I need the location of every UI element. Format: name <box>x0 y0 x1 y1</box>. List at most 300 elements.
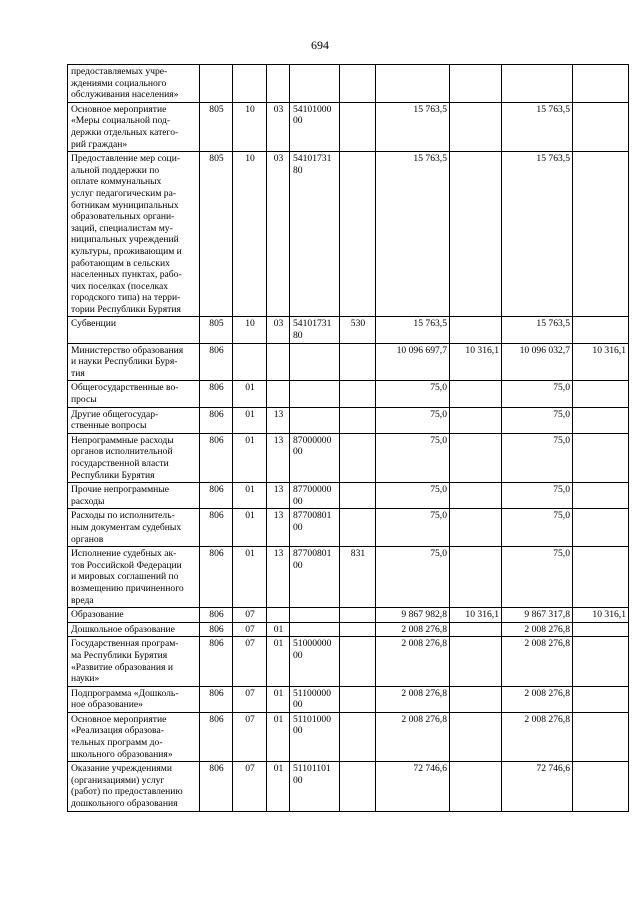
amount-total: 9 867 982,8 <box>401 609 447 621</box>
subsection-code-cell <box>267 509 290 547</box>
ministry-code-cell <box>200 686 233 712</box>
target-article-code: 87000000 00 <box>293 434 332 458</box>
section-code-cell <box>233 65 267 103</box>
row-name: Государственная програм- ма Республики Бурятия «Развитие образования и науки» <box>71 638 179 685</box>
amount-total: 10 096 697,7 <box>396 344 447 356</box>
table-row <box>68 608 629 623</box>
amount-federal-next-year: 10 316,1 <box>592 344 626 356</box>
amount-federal-next-year-cell <box>573 483 629 509</box>
target-article-code: 51000000 00 <box>293 638 332 661</box>
ministry-code-cell <box>200 622 233 637</box>
amount-total: 15 763,5 <box>413 103 447 115</box>
amount-total: 75,0 <box>430 434 447 446</box>
amount-total: 2 008 276,8 <box>401 687 447 699</box>
target-article-code: 87700000 00 <box>293 484 332 507</box>
ministry-code-cell <box>200 407 233 433</box>
expense-type-code-cell <box>340 407 376 433</box>
expense-type-code-cell <box>340 317 376 343</box>
amount-federal-next-year-cell <box>573 762 629 811</box>
table-row <box>68 483 629 509</box>
amount-total-cell <box>376 622 450 637</box>
amount-next-year: 9 867 317,8 <box>524 609 570 621</box>
amount-next-year-cell <box>502 622 573 637</box>
section-code: 07 <box>245 763 255 775</box>
amount-next-year-cell <box>502 712 573 761</box>
row-name: Дошкольное образование <box>71 623 175 635</box>
target-article-code-cell <box>290 686 340 712</box>
table-row <box>68 381 629 407</box>
amount-total-cell <box>376 152 450 317</box>
section-code: 07 <box>245 713 255 725</box>
row-name: Другие общегосудар- ственные вопросы <box>71 408 159 432</box>
table-row <box>68 65 629 103</box>
amount-total-cell <box>376 343 450 381</box>
section-code: 07 <box>245 623 255 635</box>
ministry-code: 806 <box>209 763 224 775</box>
target-article-code-cell <box>290 407 340 433</box>
amount-federal-next-year-cell <box>573 509 629 547</box>
subsection-code-cell <box>267 152 290 317</box>
expense-type-code-cell <box>340 381 376 407</box>
amount-federal-next-year: 10 316,1 <box>592 609 626 621</box>
subsection-code-cell <box>267 622 290 637</box>
amount-federal-total: 10 316,1 <box>465 609 499 621</box>
row-name-cell <box>68 407 200 433</box>
subsection-code-cell <box>267 102 290 151</box>
section-code-cell <box>233 686 267 712</box>
page-number: 694 <box>311 38 329 52</box>
ministry-code: 805 <box>209 153 224 165</box>
amount-federal-next-year-cell <box>573 65 629 103</box>
ministry-code-cell <box>200 712 233 761</box>
amount-federal-total-cell <box>450 509 502 547</box>
table-row <box>68 686 629 712</box>
table-row <box>68 712 629 761</box>
section-code: 10 <box>245 318 255 330</box>
expense-type-code-cell <box>340 712 376 761</box>
section-code: 01 <box>245 484 255 496</box>
amount-next-year-cell <box>502 762 573 811</box>
ministry-code: 805 <box>209 103 224 115</box>
row-name: Основное мероприятие «Реализация образова- тельных программ до- школьного образования» <box>71 713 173 760</box>
amount-federal-total-cell <box>450 712 502 761</box>
section-code: 01 <box>245 382 255 394</box>
amount-next-year: 2 008 276,8 <box>524 623 570 635</box>
subsection-code: 13 <box>273 484 284 496</box>
row-name: Непрограммные расходы органов исполнительной государственной власти Республики Бурятия <box>71 434 174 481</box>
subsection-code: 01 <box>273 623 284 635</box>
table-row <box>68 317 629 343</box>
target-article-code: 54101731 80 <box>293 153 332 176</box>
amount-next-year-cell <box>502 65 573 103</box>
target-article-code-cell <box>290 509 340 547</box>
subsection-code-cell <box>267 317 290 343</box>
target-article-code-cell <box>290 102 340 151</box>
subsection-code-cell <box>267 608 290 623</box>
subsection-code: 13 <box>273 548 284 560</box>
amount-total-cell <box>376 483 450 509</box>
ministry-code-cell <box>200 317 233 343</box>
row-name: предоставляемых учре- ждениями социального обслуживания населения» <box>71 66 179 101</box>
expense-type-code-cell <box>340 152 376 317</box>
amount-total-cell <box>376 433 450 482</box>
subsection-code: 01 <box>273 763 284 775</box>
row-name-cell <box>68 317 200 343</box>
amount-federal-total-cell <box>450 317 502 343</box>
section-code-cell <box>233 381 267 407</box>
ministry-code-cell <box>200 762 233 811</box>
amount-federal-total-cell <box>450 102 502 151</box>
subsection-code-cell <box>267 381 290 407</box>
ministry-code: 806 <box>209 382 224 394</box>
subsection-code: 03 <box>273 103 284 115</box>
target-article-code-cell <box>290 547 340 608</box>
amount-total: 2 008 276,8 <box>401 638 447 650</box>
amount-next-year-cell <box>502 433 573 482</box>
subsection-code-cell <box>267 407 290 433</box>
ministry-code: 806 <box>209 408 224 420</box>
amount-next-year: 2 008 276,8 <box>524 713 570 725</box>
row-name-cell <box>68 483 200 509</box>
expense-type-code-cell <box>340 547 376 608</box>
target-article-code: 87700801 00 <box>293 510 332 533</box>
ministry-code-cell <box>200 509 233 547</box>
amount-next-year: 75,0 <box>553 484 570 496</box>
expense-type-code: 530 <box>350 318 366 330</box>
table-row <box>68 547 629 608</box>
subsection-code: 13 <box>273 510 284 522</box>
amount-federal-total-cell <box>450 762 502 811</box>
ministry-code: 806 <box>209 623 224 635</box>
amount-next-year-cell <box>502 483 573 509</box>
amount-total: 75,0 <box>430 382 447 394</box>
expense-type-code: 831 <box>350 548 366 560</box>
amount-total-cell <box>376 637 450 686</box>
amount-federal-total-cell <box>450 483 502 509</box>
amount-total: 75,0 <box>430 510 447 522</box>
subsection-code: 03 <box>273 153 284 165</box>
row-name-cell <box>68 381 200 407</box>
row-name: Расходы по исполнитель- ным документам судебных органов <box>71 510 182 545</box>
target-article-code-cell <box>290 381 340 407</box>
amount-total-cell <box>376 407 450 433</box>
row-name-cell <box>68 637 200 686</box>
ministry-code-cell <box>200 433 233 482</box>
amount-total-cell <box>376 65 450 103</box>
section-code-cell <box>233 343 267 381</box>
target-article-code-cell <box>290 433 340 482</box>
amount-total: 75,0 <box>430 484 447 496</box>
amount-next-year-cell <box>502 381 573 407</box>
budget-table-body <box>68 65 629 812</box>
amount-next-year-cell <box>502 547 573 608</box>
subsection-code: 13 <box>273 408 284 420</box>
section-code-cell <box>233 433 267 482</box>
amount-federal-total-cell <box>450 407 502 433</box>
amount-federal-next-year-cell <box>573 686 629 712</box>
amount-next-year: 75,0 <box>553 382 570 394</box>
subsection-code-cell <box>267 712 290 761</box>
ministry-code: 806 <box>209 484 224 496</box>
ministry-code-cell <box>200 608 233 623</box>
ministry-code: 806 <box>209 687 224 699</box>
ministry-code-cell <box>200 483 233 509</box>
ministry-code: 806 <box>209 609 224 621</box>
target-article-code-cell <box>290 317 340 343</box>
amount-federal-next-year-cell <box>573 433 629 482</box>
amount-federal-next-year-cell <box>573 317 629 343</box>
row-name-cell <box>68 152 200 317</box>
amount-next-year: 75,0 <box>553 408 570 420</box>
amount-next-year-cell <box>502 152 573 317</box>
expense-type-code-cell <box>340 637 376 686</box>
table-row <box>68 343 629 381</box>
table-row <box>68 102 629 151</box>
expense-type-code-cell <box>340 686 376 712</box>
target-article-code: 51101101 00 <box>293 763 331 786</box>
ministry-code: 806 <box>209 713 224 725</box>
table-row <box>68 637 629 686</box>
row-name: Оказание учреждениями (организациями) услуг (работ) по предоставлению дошкольного образования <box>71 763 183 810</box>
ministry-code: 805 <box>209 318 224 330</box>
row-name-cell <box>68 433 200 482</box>
subsection-code-cell <box>267 686 290 712</box>
section-code-cell <box>233 407 267 433</box>
amount-total-cell <box>376 102 450 151</box>
amount-next-year: 75,0 <box>553 434 570 446</box>
section-code-cell <box>233 622 267 637</box>
target-article-code: 54101731 80 <box>293 318 332 342</box>
amount-total-cell <box>376 762 450 811</box>
amount-federal-next-year-cell <box>573 381 629 407</box>
expense-type-code-cell <box>340 608 376 623</box>
ministry-code: 806 <box>209 548 224 560</box>
amount-total: 75,0 <box>430 548 447 560</box>
amount-next-year-cell <box>502 637 573 686</box>
expense-type-code-cell <box>340 622 376 637</box>
amount-total-cell <box>376 608 450 623</box>
section-code-cell <box>233 547 267 608</box>
amount-next-year: 2 008 276,8 <box>524 687 570 699</box>
section-code: 01 <box>245 408 255 420</box>
section-code-cell <box>233 152 267 317</box>
ministry-code: 806 <box>209 434 224 446</box>
amount-next-year: 15 763,5 <box>536 153 570 165</box>
amount-total: 15 763,5 <box>413 153 447 165</box>
amount-total: 75,0 <box>430 408 447 420</box>
budget-table <box>67 64 629 812</box>
target-article-code-cell <box>290 152 340 317</box>
expense-type-code-cell <box>340 483 376 509</box>
target-article-code-cell <box>290 343 340 381</box>
expense-type-code-cell <box>340 343 376 381</box>
amount-next-year-cell <box>502 407 573 433</box>
amount-next-year: 72 746,6 <box>536 763 570 775</box>
amount-federal-total-cell <box>450 343 502 381</box>
subsection-code: 01 <box>273 687 284 699</box>
subsection-code-cell <box>267 637 290 686</box>
ministry-code-cell <box>200 547 233 608</box>
subsection-code-cell <box>267 483 290 509</box>
ministry-code: 806 <box>209 510 224 522</box>
section-code-cell <box>233 608 267 623</box>
amount-federal-total-cell <box>450 152 502 317</box>
amount-federal-total-cell <box>450 381 502 407</box>
row-name: Образование <box>71 609 124 621</box>
expense-type-code-cell <box>340 65 376 103</box>
row-name-cell <box>68 712 200 761</box>
ministry-code-cell <box>200 102 233 151</box>
expense-type-code-cell <box>340 433 376 482</box>
section-code: 07 <box>245 609 255 621</box>
amount-next-year: 75,0 <box>553 548 570 560</box>
row-name-cell <box>68 547 200 608</box>
amount-federal-total-cell <box>450 547 502 608</box>
ministry-code: 806 <box>209 344 224 356</box>
section-code: 01 <box>245 434 255 446</box>
amount-total: 15 763,5 <box>413 318 447 330</box>
expense-type-code-cell <box>340 509 376 547</box>
table-row <box>68 433 629 482</box>
amount-next-year: 2 008 276,8 <box>524 638 570 650</box>
amount-federal-next-year-cell <box>573 407 629 433</box>
target-article-code-cell <box>290 762 340 811</box>
row-name: Основное мероприятие «Меры социальной под- держки отдельных катего- рий граждан» <box>71 103 179 150</box>
target-article-code: 51101000 00 <box>293 713 332 737</box>
amount-federal-next-year-cell <box>573 547 629 608</box>
row-name-cell <box>68 102 200 151</box>
target-article-code-cell <box>290 712 340 761</box>
amount-federal-next-year-cell <box>573 622 629 637</box>
section-code-cell <box>233 509 267 547</box>
amount-next-year-cell <box>502 608 573 623</box>
section-code-cell <box>233 102 267 151</box>
amount-total: 2 008 276,8 <box>401 623 447 635</box>
target-article-code: 54101000 00 <box>293 103 332 127</box>
table-row <box>68 622 629 637</box>
amount-next-year: 15 763,5 <box>536 318 570 330</box>
row-name: Подпрограмма «Дошколь- ное образование» <box>71 687 179 711</box>
target-article-code-cell <box>290 637 340 686</box>
subsection-code-cell <box>267 433 290 482</box>
amount-next-year-cell <box>502 343 573 381</box>
amount-federal-next-year-cell <box>573 343 629 381</box>
subsection-code: 01 <box>273 638 284 650</box>
ministry-code-cell <box>200 65 233 103</box>
ministry-code: 806 <box>209 638 224 650</box>
target-article-code-cell <box>290 608 340 623</box>
amount-next-year-cell <box>502 686 573 712</box>
section-code-cell <box>233 317 267 343</box>
amount-total-cell <box>376 381 450 407</box>
row-name-cell <box>68 686 200 712</box>
table-row <box>68 407 629 433</box>
subsection-code-cell <box>267 762 290 811</box>
row-name-cell <box>68 65 200 103</box>
target-article-code: 87700801 00 <box>293 548 332 571</box>
target-article-code: 51100000 00 <box>293 687 332 711</box>
subsection-code-cell <box>267 343 290 381</box>
subsection-code-cell <box>267 65 290 103</box>
subsection-code: 13 <box>273 434 284 446</box>
amount-federal-next-year-cell <box>573 102 629 151</box>
section-code: 07 <box>245 638 255 650</box>
ministry-code-cell <box>200 637 233 686</box>
amount-next-year-cell <box>502 509 573 547</box>
expense-type-code-cell <box>340 762 376 811</box>
row-name: Предоставление мер соци- альной поддержки по оплате коммунальных услуг педагогическим ра- ботникам муниципальных образовательных органи- заций, специалистам му- ниципальных учреждений культуры, проживающим и работающим в сельских населенных пунктах, рабо- чих поселках (поселках городского типа) на терри- тории Республики Бурятия <box>71 153 182 315</box>
table-row <box>68 152 629 317</box>
ministry-code-cell <box>200 152 233 317</box>
amount-federal-total-cell <box>450 433 502 482</box>
amount-next-year-cell <box>502 102 573 151</box>
amount-next-year: 15 763,5 <box>536 103 570 115</box>
amount-next-year: 10 096 032,7 <box>519 344 570 356</box>
amount-federal-total-cell <box>450 608 502 623</box>
amount-total-cell <box>376 686 450 712</box>
target-article-code-cell <box>290 622 340 637</box>
section-code-cell <box>233 483 267 509</box>
amount-total-cell <box>376 712 450 761</box>
table-row <box>68 509 629 547</box>
amount-total-cell <box>376 547 450 608</box>
subsection-code: 01 <box>273 713 284 725</box>
ministry-code-cell <box>200 343 233 381</box>
section-code: 10 <box>245 103 255 115</box>
section-code: 07 <box>245 687 255 699</box>
row-name: Субвенции <box>71 318 116 330</box>
section-code: 01 <box>245 510 255 522</box>
amount-total-cell <box>376 317 450 343</box>
amount-next-year: 75,0 <box>553 510 570 522</box>
amount-federal-next-year-cell <box>573 608 629 623</box>
amount-federal-total-cell <box>450 686 502 712</box>
row-name-cell <box>68 762 200 811</box>
row-name: Общегосударственные во- просы <box>71 382 179 406</box>
subsection-code-cell <box>267 547 290 608</box>
section-code: 01 <box>245 548 255 560</box>
table-row <box>68 762 629 811</box>
row-name: Прочие непрограммные расходы <box>71 484 169 507</box>
amount-federal-next-year-cell <box>573 712 629 761</box>
section-code-cell <box>233 712 267 761</box>
amount-federal-total: 10 316,1 <box>465 344 499 356</box>
row-name-cell <box>68 509 200 547</box>
amount-total-cell <box>376 509 450 547</box>
row-name-cell <box>68 343 200 381</box>
amount-federal-total-cell <box>450 622 502 637</box>
amount-federal-next-year-cell <box>573 637 629 686</box>
subsection-code: 03 <box>273 318 284 330</box>
row-name: Исполнение судебных ак- тов Российской Федерации и мировых соглашений по возмещению причиненного вреда <box>71 548 184 606</box>
row-name-cell <box>68 622 200 637</box>
target-article-code-cell <box>290 65 340 103</box>
row-name: Министерство образования и науки Республики Буря- тия <box>71 344 184 379</box>
target-article-code-cell <box>290 483 340 509</box>
section-code: 10 <box>245 153 255 165</box>
section-code-cell <box>233 637 267 686</box>
expense-type-code-cell <box>340 102 376 151</box>
amount-total: 72 746,6 <box>413 763 447 775</box>
amount-federal-total-cell <box>450 637 502 686</box>
section-code-cell <box>233 762 267 811</box>
amount-federal-next-year-cell <box>573 152 629 317</box>
ministry-code-cell <box>200 381 233 407</box>
row-name-cell <box>68 608 200 623</box>
amount-federal-total-cell <box>450 65 502 103</box>
amount-next-year-cell <box>502 317 573 343</box>
amount-total: 2 008 276,8 <box>401 713 447 725</box>
